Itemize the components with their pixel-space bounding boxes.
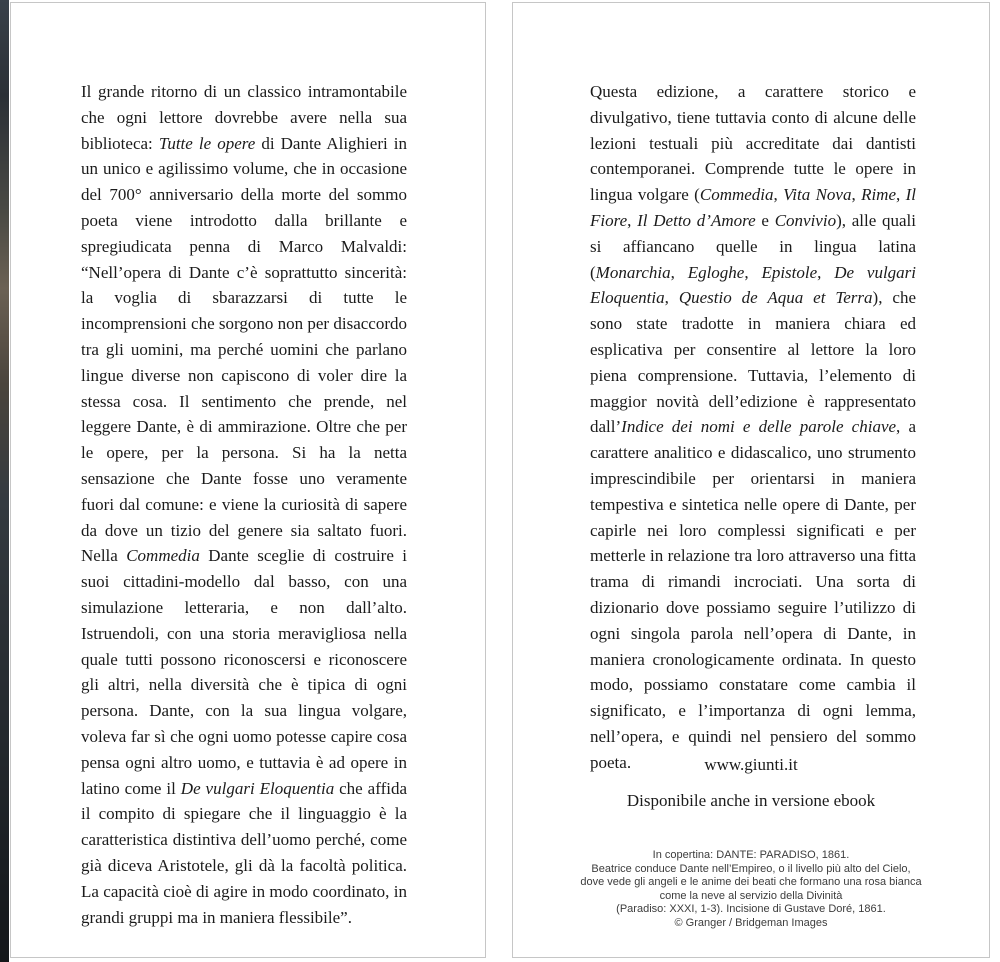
ebook-availability-note: Disponibile anche in versione ebook bbox=[626, 791, 876, 810]
cover-edge-image bbox=[0, 0, 9, 962]
right-flap-page bbox=[512, 2, 990, 958]
publisher-website-link[interactable]: www.giunti.it bbox=[704, 755, 798, 774]
right-flap-paragraph: Questa edizione, a carattere storico e divulgativo, tiene tuttavia conto di alcune delle lezioni testuali più accreditate dai dantisti contemporanei. Comprende tutte le opere in lingua volgare (Commedia, Vita Nova, Rime, Il Fiore, Il Detto d’Amore e Convivio), alle quali si affiancano quelle in lingua latina (Monarchia, Egloghe, Epistole, De vulgari Eloquentia, Questio de Aqua et Terra), che sono state tradotte in maniera chiara ed esplicativa per consentire al lettore la loro piena comprensione. Tuttavia, l’elemento di maggior novità dell’edizione è rappresentato dall’Indice dei nomi e delle parole chiave, a carattere analitico e didascalico, uno strumento imprescindibile per orientarsi in maniera tempestiva e sintetica nelle opere di Dante, per capirle nei loro complessi significati e per metterle in relazione tra loro attraverso una fitta trama di rimandi incrociati. Una sorta di dizionario dove possiamo seguire l’utilizzo di ogni singola parola nell’opera di Dante, in maniera cronologicamente ordinata. In questo modo, possiamo constatare come cambia il significato, e l’importanza di ogni lemma, nell’opera, e quindi nel pensiero del sommo poeta. bbox=[590, 82, 917, 772]
left-flap-page bbox=[10, 2, 486, 958]
left-flap-paragraph: Il grande ritorno di un classico intramontabile che ogni lettore dovrebbe avere nella sua biblioteca: Tutte le opere di Dante Alighieri in un unico e agilissimo volume, che in occasione del 700° anniversario della morte del sommo poeta viene introdotto dalla brillante e spregiudicata penna di Marco Malvaldi: “Nell’opera di Dante c’è soprattutto sincerità: la voglia di sbarazzarsi di tutte le incomprensioni che sorgono non per disaccordo tra gli uomini, ma perché uomini che parlano lingue diverse non capiscono di voler dire la stessa cosa. Il sentimento che prende, nel leggere Dante, è di ammirazione. Oltre che per le opere, per la persona. Si ha la netta sensazione che Dante fosse uno veramente fuori dal comune: e viene la curiosità di sapere da dove un tizio del genere sia saltato fuori. Nella Commedia Dante sceglie di costruire i suoi cittadini-modello dal basso, con una simulazione letteraria, e non dall’alto. Istruendoli, con una storia meravigliosa nella quale tutti possono riconoscersi e riconoscere gli altri, nella diversità che è tipica di ogni persona. Dante, con la sua lingua volgare, voleva far sì che ogni uomo potesse capire cosa pensa ogni altro uomo, e tuttavia è ad opere in latino come il De vulgari Eloquentia che affida il compito di spiegare che il linguaggio è la caratteristica distintiva dell’uomo perché, come già diceva Aristotele, gli dà la facoltà politica. La capacità cioè di agire in modo coordinato, in grandi gruppi ma in maniera flessibile”. bbox=[81, 82, 407, 927]
cover-credit-caption: In copertina: DANTE: PARADISO, 1861. Beatrice conduce Dante nell’Empireo, o il livello più alto del Cielo, dove vede gli angeli e le anime dei beati che formano una rosa bianca come la neve al servizio della Divinità (Paradiso: XXXI, 1-3). Incisione di Gustave Doré, 1861. © Granger / Bridgeman Images bbox=[580, 849, 922, 929]
